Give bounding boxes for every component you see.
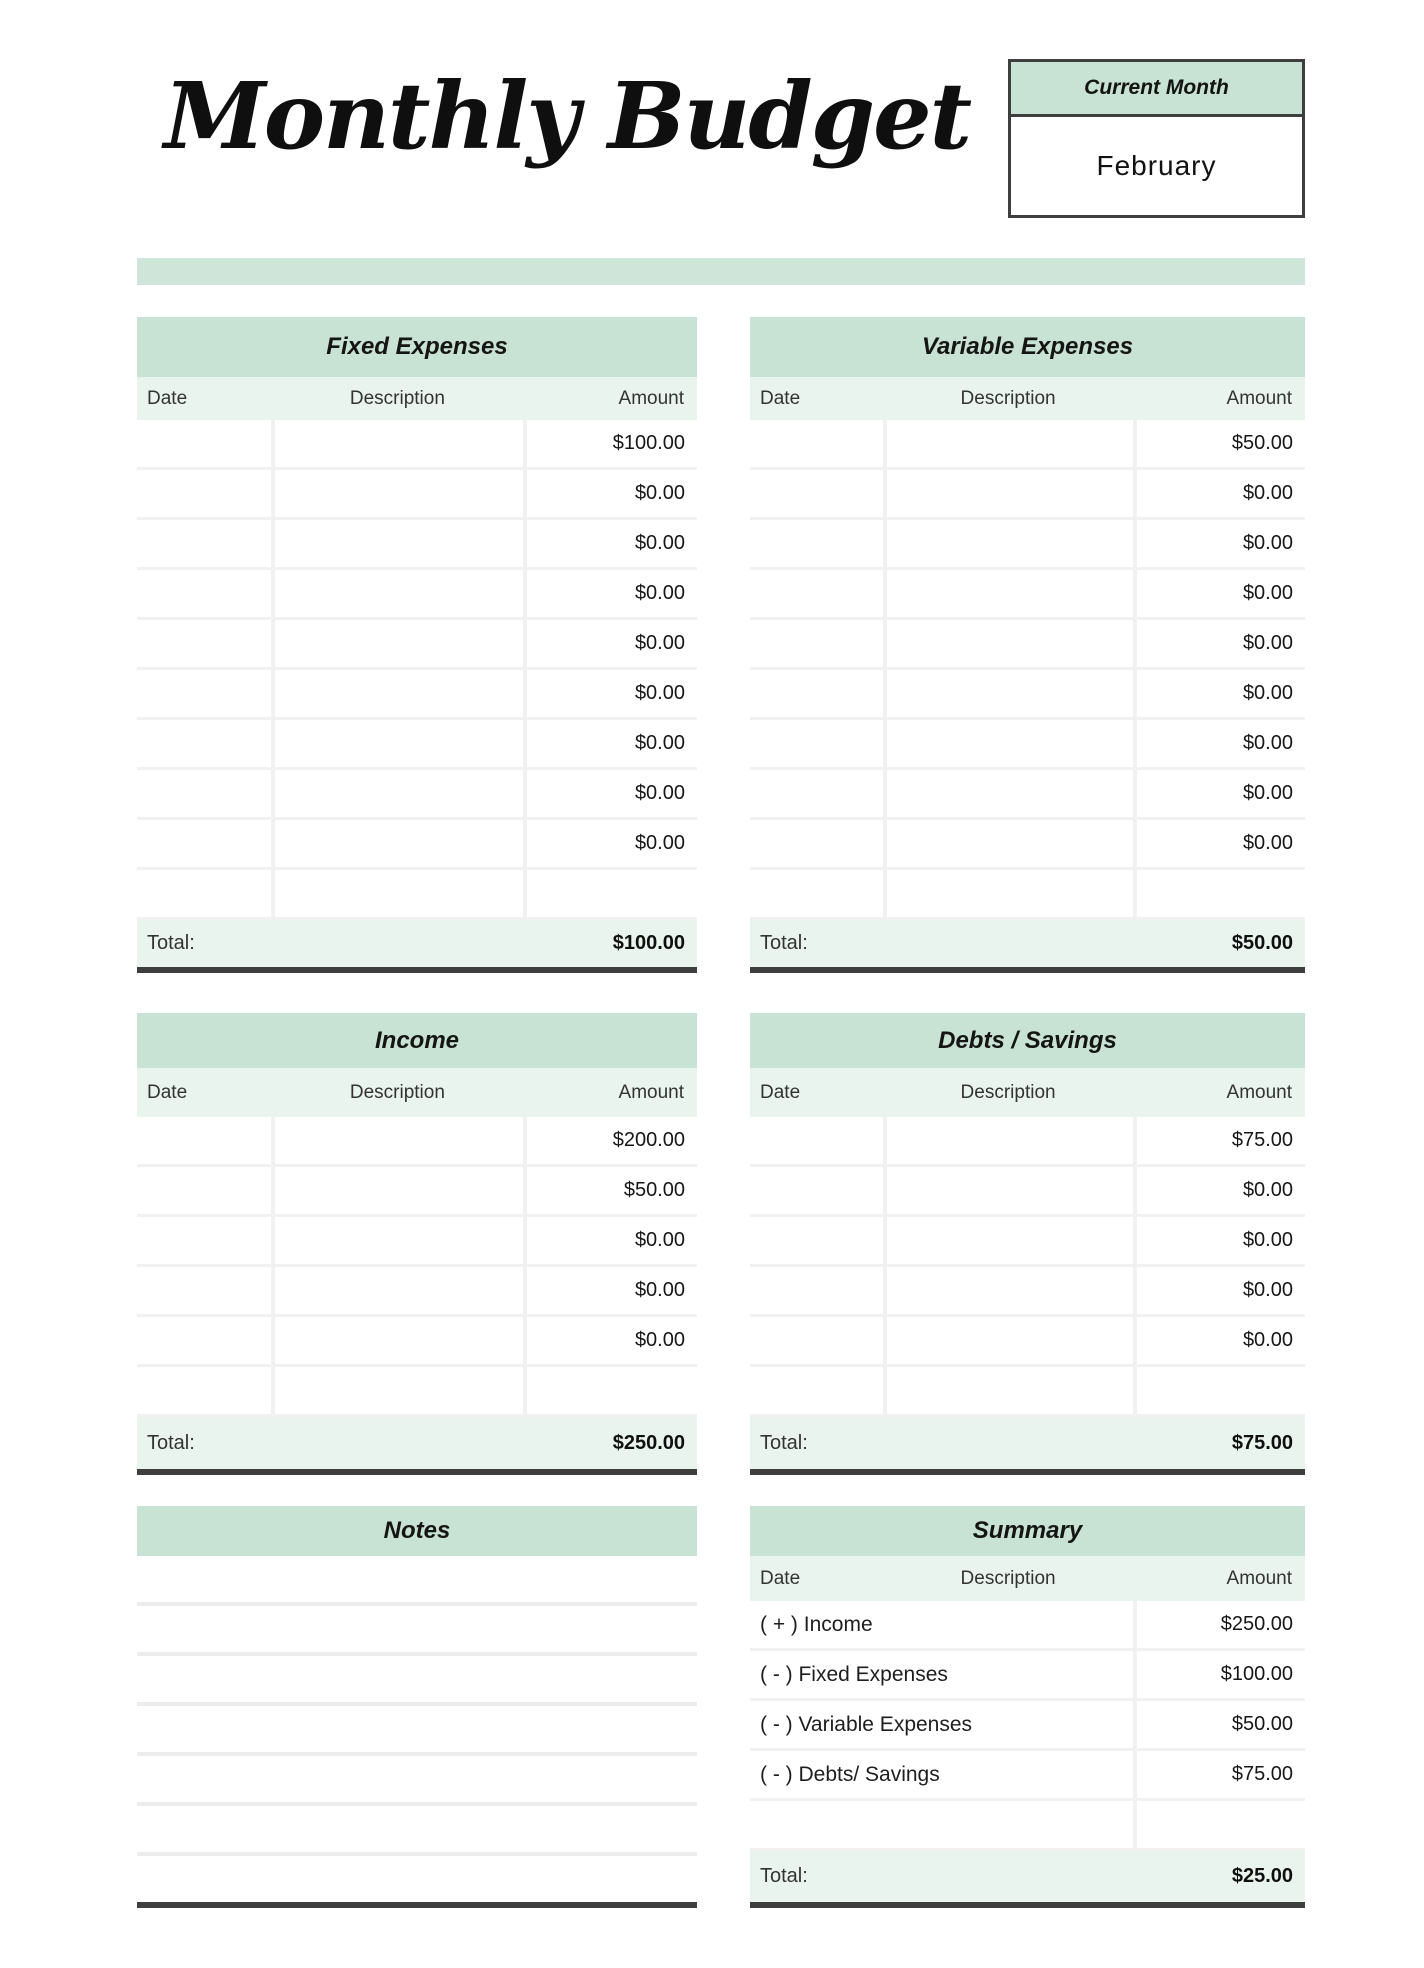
summary-row: [750, 1751, 1305, 1801]
description-cell[interactable]: [883, 570, 1133, 617]
divider-banner: [137, 258, 1305, 285]
date-cell[interactable]: [137, 470, 271, 517]
amount-cell[interactable]: $0.00: [523, 1317, 697, 1364]
date-cell[interactable]: [750, 520, 883, 567]
description-cell[interactable]: [883, 420, 1133, 467]
amount-cell[interactable]: $0.00: [523, 1217, 697, 1264]
description-cell[interactable]: [271, 520, 523, 567]
summary-table: [750, 1506, 1305, 1908]
column-header-row: [750, 377, 1305, 420]
current-month-box: [1008, 59, 1305, 218]
table-row: [750, 1317, 1305, 1367]
table-row: [750, 1117, 1305, 1167]
column-header-description: Description: [349, 1081, 445, 1103]
table-row: [137, 670, 697, 720]
table-row: [750, 870, 1305, 920]
table-row: [137, 870, 697, 920]
total-row: [750, 1417, 1305, 1469]
current-month-value[interactable]: February: [1096, 150, 1217, 181]
total-label: Total:: [147, 932, 195, 954]
total-row: [137, 1417, 697, 1469]
amount-cell[interactable]: $0.00: [1133, 620, 1305, 667]
description-cell[interactable]: [271, 1317, 523, 1364]
amount-cell[interactable]: $0.00: [523, 720, 697, 767]
date-cell[interactable]: [750, 1367, 883, 1414]
table-row: [750, 670, 1305, 720]
date-cell[interactable]: [137, 1117, 271, 1164]
date-cell[interactable]: [750, 1217, 883, 1264]
summary-row: [750, 1601, 1305, 1651]
fixed-expenses-title: Fixed Expenses: [137, 317, 697, 377]
table-row: [750, 1267, 1305, 1317]
column-header-amount: Amount: [1226, 1567, 1292, 1589]
table-body: [750, 1117, 1305, 1417]
total-amount: $250.00: [612, 1431, 685, 1454]
description-cell[interactable]: [883, 1317, 1133, 1364]
total-label: Total:: [147, 1431, 195, 1454]
summary-row-amount[interactable]: $250.00: [1133, 1601, 1305, 1648]
description-cell[interactable]: [883, 1167, 1133, 1214]
table-row: [137, 770, 697, 820]
table-body: [750, 420, 1305, 920]
total-label: Total:: [760, 1431, 808, 1454]
column-header-description: Description: [960, 1081, 1056, 1103]
description-cell[interactable]: [271, 420, 523, 467]
column-header-date: Date: [147, 387, 188, 409]
notes-line[interactable]: [137, 1806, 697, 1856]
table-row: [750, 570, 1305, 620]
column-header-date: Date: [760, 1081, 801, 1103]
column-header-date: Date: [760, 387, 801, 409]
description-cell[interactable]: [883, 520, 1133, 567]
description-cell[interactable]: [271, 1167, 523, 1214]
amount-cell[interactable]: $50.00: [1133, 420, 1305, 467]
current-month-label: Current Month: [1011, 62, 1302, 117]
date-cell[interactable]: [137, 670, 271, 717]
amount-cell[interactable]: [1133, 1367, 1305, 1414]
summary-row-amount[interactable]: $100.00: [1133, 1651, 1305, 1698]
variable-expenses-table: [750, 317, 1305, 973]
table-row: [137, 420, 697, 470]
notes-line[interactable]: [137, 1606, 697, 1656]
summary-row-amount[interactable]: $75.00: [1133, 1751, 1305, 1798]
amount-cell[interactable]: $0.00: [1133, 720, 1305, 767]
notes-line[interactable]: [137, 1756, 697, 1806]
amount-cell[interactable]: $100.00: [523, 420, 697, 467]
date-cell[interactable]: [750, 420, 883, 467]
date-cell[interactable]: [750, 820, 883, 867]
date-cell[interactable]: [137, 1217, 271, 1264]
column-header-description: Description: [349, 387, 445, 409]
total-label: Total:: [760, 932, 808, 954]
amount-cell[interactable]: $50.00: [523, 1167, 697, 1214]
description-cell[interactable]: [883, 1217, 1133, 1264]
table-row: [750, 520, 1305, 570]
table-row: [137, 820, 697, 870]
amount-cell[interactable]: [523, 870, 697, 917]
notes-line[interactable]: [137, 1656, 697, 1706]
table-row: [750, 720, 1305, 770]
summary-row-label: ( + ) Income: [760, 1612, 873, 1636]
income-table: [137, 1013, 697, 1475]
table-row: [750, 770, 1305, 820]
table-row: [750, 620, 1305, 670]
amount-cell[interactable]: $0.00: [1133, 1167, 1305, 1214]
description-cell[interactable]: [271, 470, 523, 517]
total-row: [750, 920, 1305, 967]
description-cell[interactable]: [883, 1267, 1133, 1314]
summary-row: [750, 1651, 1305, 1701]
table-row: [137, 1117, 697, 1167]
date-cell[interactable]: [137, 520, 271, 567]
amount-cell[interactable]: $0.00: [1133, 820, 1305, 867]
summary-row-amount[interactable]: $50.00: [1133, 1701, 1305, 1748]
column-header-date: Date: [147, 1081, 188, 1103]
table-row: [137, 1367, 697, 1417]
date-cell[interactable]: [750, 870, 883, 917]
table-body: [137, 1117, 697, 1417]
amount-cell[interactable]: [523, 1367, 697, 1414]
amount-cell[interactable]: $0.00: [523, 620, 697, 667]
date-cell[interactable]: [750, 1117, 883, 1164]
amount-cell[interactable]: $0.00: [523, 770, 697, 817]
description-cell[interactable]: [271, 1117, 523, 1164]
column-header-row: [137, 1068, 697, 1117]
notes-line[interactable]: [137, 1556, 697, 1606]
amount-cell[interactable]: $0.00: [523, 820, 697, 867]
variable-expenses-title: Variable Expenses: [750, 317, 1305, 377]
date-cell[interactable]: [750, 1167, 883, 1214]
date-cell[interactable]: [137, 720, 271, 767]
table-row: [750, 820, 1305, 870]
summary-row-label: [750, 1801, 1133, 1848]
date-cell[interactable]: [750, 470, 883, 517]
table-row: [750, 1167, 1305, 1217]
date-cell[interactable]: [750, 770, 883, 817]
date-cell[interactable]: [137, 1367, 271, 1414]
table-body: [137, 420, 697, 920]
debts-savings-table: [750, 1013, 1305, 1475]
column-header-amount: Amount: [1226, 1081, 1292, 1103]
column-header-date: Date: [760, 1567, 801, 1589]
summary-row-amount[interactable]: [1133, 1801, 1305, 1848]
column-header-description: Description: [960, 387, 1056, 409]
notes-title: Notes: [137, 1506, 697, 1556]
amount-cell[interactable]: $75.00: [1133, 1117, 1305, 1164]
summary-row: [750, 1801, 1305, 1851]
description-cell[interactable]: [271, 870, 523, 917]
amount-cell[interactable]: $0.00: [523, 570, 697, 617]
income-title: Income: [137, 1013, 697, 1068]
table-row: [137, 620, 697, 670]
date-cell[interactable]: [750, 720, 883, 767]
table-row: [750, 1367, 1305, 1417]
amount-cell[interactable]: $0.00: [1133, 1217, 1305, 1264]
column-header-description: Description: [960, 1567, 1056, 1589]
summary-row-label: ( - ) Fixed Expenses: [760, 1662, 948, 1686]
amount-cell[interactable]: $0.00: [1133, 1317, 1305, 1364]
table-row: [137, 570, 697, 620]
total-row: [137, 920, 697, 967]
description-cell[interactable]: [883, 620, 1133, 667]
amount-cell[interactable]: $0.00: [1133, 470, 1305, 517]
description-cell[interactable]: [883, 670, 1133, 717]
debts-savings-title: Debts / Savings: [750, 1013, 1305, 1068]
column-header-row: [750, 1556, 1305, 1601]
total-label: Total:: [760, 1865, 808, 1887]
table-row: [137, 720, 697, 770]
column-header-amount: Amount: [618, 387, 684, 409]
page-title: Monthly Budget: [163, 61, 971, 170]
table-row: [137, 1267, 697, 1317]
description-cell[interactable]: [883, 770, 1133, 817]
summary-title: Summary: [750, 1506, 1305, 1556]
column-header-amount: Amount: [618, 1081, 684, 1103]
summary-row-label: ( - ) Variable Expenses: [760, 1712, 973, 1736]
date-cell[interactable]: [750, 1317, 883, 1364]
date-cell[interactable]: [137, 820, 271, 867]
description-cell[interactable]: [271, 670, 523, 717]
date-cell[interactable]: [137, 620, 271, 667]
date-cell[interactable]: [137, 1267, 271, 1314]
description-cell[interactable]: [883, 1117, 1133, 1164]
description-cell[interactable]: [883, 1367, 1133, 1414]
date-cell[interactable]: [750, 1267, 883, 1314]
notes-panel: [137, 1506, 697, 1908]
total-amount: $25.00: [1231, 1865, 1293, 1887]
total-amount: $75.00: [1231, 1431, 1293, 1454]
total-row: [750, 1851, 1305, 1902]
summary-body: [750, 1601, 1305, 1851]
date-cell[interactable]: [137, 420, 271, 467]
amount-cell[interactable]: $200.00: [523, 1117, 697, 1164]
total-amount: $100.00: [612, 932, 685, 954]
description-cell[interactable]: [883, 820, 1133, 867]
amount-cell[interactable]: $0.00: [523, 1267, 697, 1314]
table-row: [137, 1317, 697, 1367]
description-cell[interactable]: [271, 820, 523, 867]
notes-line[interactable]: [137, 1706, 697, 1756]
description-cell[interactable]: [271, 770, 523, 817]
amount-cell[interactable]: $0.00: [523, 670, 697, 717]
description-cell[interactable]: [271, 620, 523, 667]
date-cell[interactable]: [750, 620, 883, 667]
date-cell[interactable]: [137, 1317, 271, 1364]
table-row: [750, 420, 1305, 470]
description-cell[interactable]: [271, 1367, 523, 1414]
amount-cell[interactable]: $0.00: [1133, 570, 1305, 617]
description-cell[interactable]: [271, 720, 523, 767]
table-row: [137, 470, 697, 520]
fixed-expenses-table: [137, 317, 697, 973]
column-header-amount: Amount: [1226, 387, 1292, 409]
description-cell[interactable]: [883, 720, 1133, 767]
table-row: [750, 1217, 1305, 1267]
description-cell[interactable]: [271, 1217, 523, 1264]
date-cell[interactable]: [137, 870, 271, 917]
amount-cell[interactable]: $0.00: [1133, 520, 1305, 567]
column-header-row: [137, 377, 697, 420]
table-row: [137, 1217, 697, 1267]
date-cell[interactable]: [137, 770, 271, 817]
description-cell[interactable]: [271, 570, 523, 617]
date-cell[interactable]: [137, 1167, 271, 1214]
date-cell[interactable]: [750, 670, 883, 717]
description-cell[interactable]: [883, 470, 1133, 517]
date-cell[interactable]: [137, 570, 271, 617]
amount-cell[interactable]: [1133, 870, 1305, 917]
date-cell[interactable]: [750, 570, 883, 617]
column-header-row: [750, 1068, 1305, 1117]
amount-cell[interactable]: $0.00: [1133, 770, 1305, 817]
amount-cell[interactable]: $0.00: [1133, 670, 1305, 717]
table-row: [137, 520, 697, 570]
summary-row-label: ( - ) Debts/ Savings: [760, 1762, 940, 1786]
description-cell[interactable]: [271, 1267, 523, 1314]
amount-cell[interactable]: $0.00: [523, 520, 697, 567]
table-row: [137, 1167, 697, 1217]
summary-row: [750, 1701, 1305, 1751]
amount-cell[interactable]: $0.00: [523, 470, 697, 517]
total-amount: $50.00: [1231, 932, 1293, 954]
description-cell[interactable]: [883, 870, 1133, 917]
notes-area[interactable]: [137, 1556, 697, 1902]
table-row: [750, 470, 1305, 520]
amount-cell[interactable]: $0.00: [1133, 1267, 1305, 1314]
